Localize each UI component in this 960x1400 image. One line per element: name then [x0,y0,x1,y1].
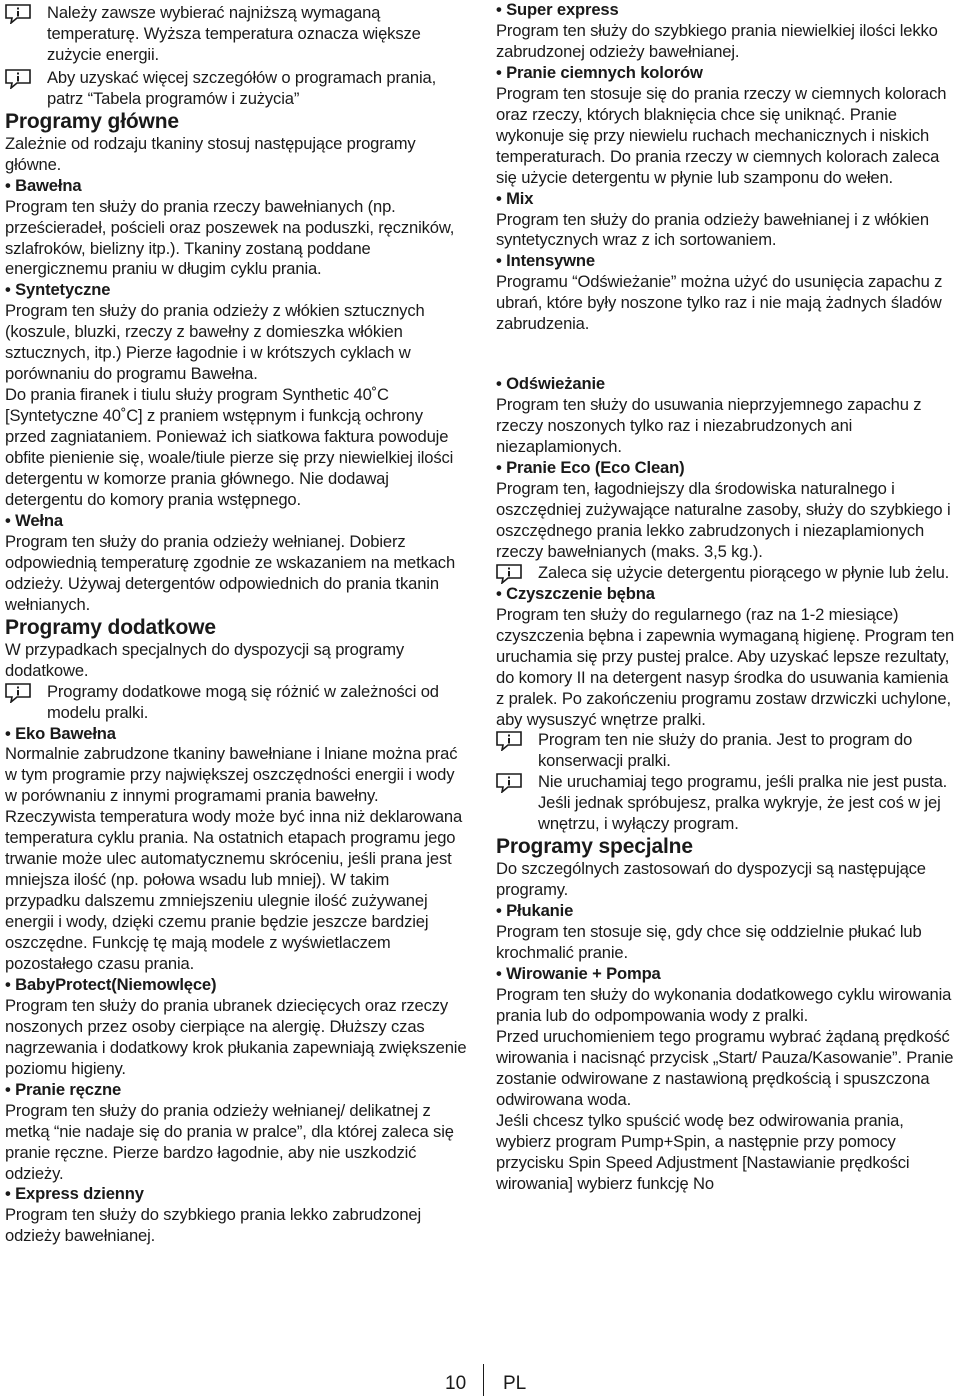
info-icon [496,564,522,584]
program-express-daily-text: Program ten służy do szybkiego prania lekko zabrudzonej odzieży bawełnianej. [5,1205,422,1246]
language-code: PL [503,1373,527,1394]
info-note: Nie uruchamiaj tego programu, jeśli pralka nie jest pusta. Jeśli jednak spróbujesz, pralka wykryje, że jest coś w jej wnętrzu, i wyłączy program. [496,772,958,835]
program-eco-clean-title: • Pranie Eco (Eco Clean) [496,458,958,479]
program-drum-clean-text: Program ten służy do regularnego (raz na 1-2 miesiące) czyszczenia bębna i zapewnia wymaganą higienę. Program ten uruchamia się przy pustej pralce. Aby uzyskać lepsze rezultaty, do komory II na detergent nasyp środka do usuwania kamienia z pralek. Po zakończeniu programu zostaw drzwiczki uchylone, aby wysuszyć wnętrze pralki. [496,604,955,729]
page-number: 10 [445,1373,467,1394]
extra-intro: W przypadkach specjalnych do dyspozycji są programy dodatkowe. [5,639,405,680]
program-handwash-text: Program ten służy do prania odzieży wełnianej/ delikatnej z metką “nie nadaje się do prania w pralce”, dla której zaleca się pranie ręczne. Pierze bardzo łagodnie, aby nie uszkodzić odzieży. [5,1100,454,1183]
info-icon [496,773,522,793]
program-intensive-title: • Intensywne [496,251,958,272]
info-note: Należy zawsze wybierać najniższą wymaganą temperaturę. Wyższa temperatura oznacza większe zużycie energii. [5,3,468,66]
program-spin-pump-text-3: Jeśli chcesz tylko spuścić wodę bez odwirowania prania, wybierz program Pump+Spin, a następnie przy pomocy przycisku Spin Speed Adjustment [Nastawianie prędkości wirowania] wybierz funkcję No [496,1110,910,1193]
program-dark-colors-text: Program ten stosuje się do prania rzeczy w ciemnych kolorach oraz rzeczy, których blaknięcia chce się uniknąć. Pranie wykonuje się przy niewielu ruchach mechanicznych i niskich temperaturach. Do prania rzeczy w ciemnych kolorach zaleca się użycie detergentu w płynie lub szamponu do wełen. [496,83,947,187]
heading-special-programs: Programy specjalne [496,835,693,859]
program-babyprotect-title: • BabyProtect(Niemowlęce) [5,975,468,996]
left-column [5,0,468,1247]
program-mix-text: Program ten służy do prania odzieży bawełnianej i z włókien syntetycznych wraz z ich sortowaniem. [496,209,929,250]
program-rinse-title: • Płukanie [496,901,958,922]
program-wool-text: Program ten służy do prania odzieży wełnianej. Dobierz odpowiednią temperaturę zgodnie ze wskazaniem na metkach odzieży. Używaj detergentów odpowiednich do prania tkanin wełnianych. [5,531,456,614]
info-note: Program ten nie służy do prania. Jest to program do konserwacji pralki. [496,730,958,772]
special-intro: Do szczególnych zastosowań do dyspozycji są następujące programy. [496,859,926,900]
info-icon [5,69,31,89]
program-super-express-text: Program ten służy do szybkiego prania niewielkiej ilości lekko zabrudzonej odzieży bawełnianej. [496,20,938,61]
main-intro: Zależnie od rodzaju tkaniny stosuj następujące programy główne. [5,133,416,174]
program-cotton-title: • Bawełna [5,176,468,197]
info-icon [496,731,522,751]
info-icon [5,683,31,703]
info-note: Zaleca się użycie detergentu piorącego w płynie lub żelu. [496,563,958,584]
program-cotton-text: Program ten służy do prania rzeczy bawełnianych (np. prześcieradeł, pościeli oraz poszewek na poduszki, ręczników, szlafroków, bielizny itp.). Tkaniny zostaną poddane energicznemu praniu w długim cyklu prania. [5,196,455,279]
program-synthetic-text: Program ten służy do prania odzieży z włókien sztucznych (koszule, bluzki, rzeczy z bawełny z domieszka włókien sztucznych, itp.) Pierze łagodnie i w krótszych cyklach w porównaniu do programu Bawełna. [5,301,425,384]
program-wool-title: • Wełna [5,511,468,532]
program-handwash-title: • Pranie ręczne [5,1080,468,1101]
spacer [496,356,958,374]
program-intensive-text: Programu “Odświeżanie” można użyć do usunięcia zapachu z ubrań, które były noszone tylko raz i nie mają żadnych śladów zabrudzenia. [496,272,943,334]
right-column [496,0,958,1194]
info-note: Programy dodatkowe mogą się różnić w zależności od modelu pralki. [5,682,468,724]
program-rinse-text: Program ten stosuje się, gdy chce się oddzielnie płukać lub krochmalić pranie. [496,922,922,963]
program-eco-clean-text: Program ten, łagodniejszy dla środowiska naturalnego i oszczędniej zużywające naturalne zasoby, służy do szybkiego i oszczędnego prania lekko zabrudzonych i niezaplamionych rzeczy bawełnianych (maks. 3,5 kg.). [496,479,951,561]
footer-divider [483,1364,484,1396]
program-synthetic-text-2: Do prania firanek i tiulu służy program Synthetic 40˚C [Syntetyczne 40˚C] z praniem wstępnym i funkcją ochrony przed zagniataniem. Ponieważ ich siatkowa faktura powoduje obfite pienienie się, woale/tiule pierze się przy niewielkiej ilości detergentu w komorze prania głównego. Nie dodawaj detergentu do komory prania wstępnego. [5,385,454,509]
program-super-express-title: • Super express [496,0,958,21]
program-spin-pump-text: Program ten służy do wykonania dodatkowego cyklu wirowania prania lub do odpompowania wody z pralki. [496,984,952,1025]
program-spin-pump-title: • Wirowanie + Pompa [496,964,958,985]
program-mix-title: • Mix [496,189,958,210]
program-babyprotect-text: Program ten służy do prania ubranek dziecięcych oraz rzeczy noszonych przez osoby cierpiące na alergię. Dłuższy czas nagrzewania i dodatkowy krok płukania zapewniają zwiększenie poziomu higieny. [5,995,467,1078]
program-eco-cotton-text: Normalnie zabrudzone tkaniny bawełniane i lniane można prać w tym programie przy największej oszczędności energii i wody w porównaniu z innymi programami prania bawełny. Rzeczywista temperatura wody może być inna niż deklarowana temperatura cyklu prania. Na ostatnich etapach programu jego trwanie może ulec automatycznemu skróceniu, jeśli prana jest mniejsza ilość (np. połowa wsadu lub mniej). W takim przypadku dalszemu zmniejszeniu ulegnie ilość zużywanej energii i wody, dzięki czemu pranie będzie jeszcze bardziej oszczędne. Funkcję tę mają modele z wyświetlaczem pozostałego czasu prania. [5,744,463,973]
program-dark-colors-title: • Pranie ciemnych kolorów [496,63,958,84]
program-refresh-title: • Odświeżanie [496,374,958,395]
program-eco-cotton-title: • Eko Bawełna [5,724,468,745]
heading-extra-programs: Programy dodatkowe [5,615,216,639]
program-refresh-text: Program ten służy do usuwania nieprzyjemnego zapachu z rzeczy noszonych tylko raz i niezabrudzonych ani niezaplamionych. [496,395,922,457]
spacer [496,335,958,356]
program-synthetic-title: • Syntetyczne [5,280,468,301]
info-note: Aby uzyskać więcej szczegółów o programach prania, patrz “Tabela programów i zużycia” [5,68,468,110]
program-spin-pump-text-2: Przed uruchomieniem tego programu wybrać żądaną prędkość wirowania i nacisnąć przycisk „Start/ Pauza/Kasowanie”. Pranie zostanie odwirowane z nastawioną prędkością i spuszczona odwirowana woda. [496,1026,954,1109]
program-express-daily-title: • Express dzienny [5,1184,468,1205]
heading-main-programs: Programy główne [5,109,179,133]
program-drum-clean-title: • Czyszczenie bębna [496,584,958,605]
info-icon [5,4,31,24]
